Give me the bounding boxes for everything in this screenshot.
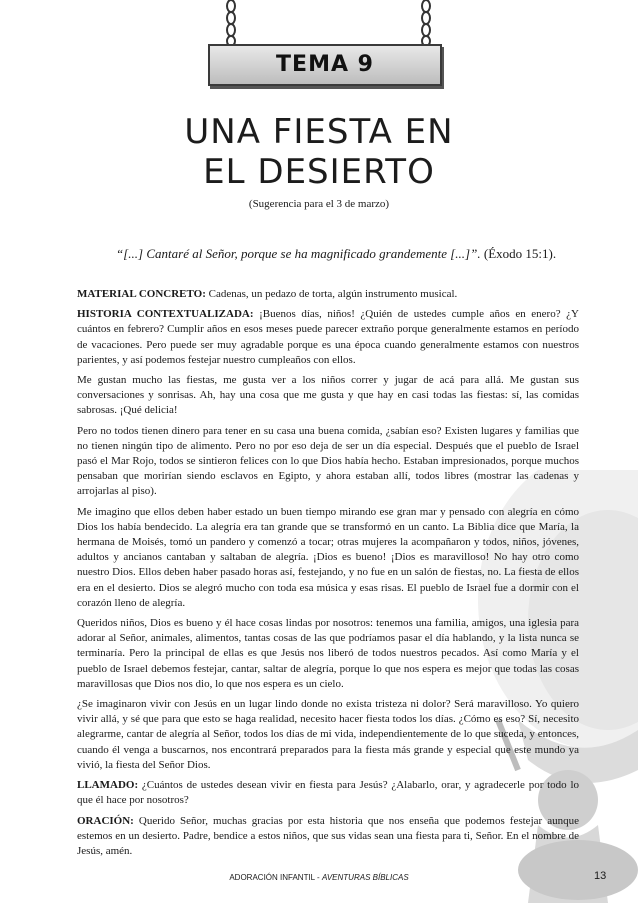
- left-chain-icon: [225, 0, 237, 46]
- paragraph-text: Querido Señor, muchas gracias por esta historia que nos enseña que podemos festejar aunque estemos en un desierto. Padre, bendice a estos niños, que sus vidas sean una fiesta para ti, Señor. En el nombre de Jesús, amén.: [77, 814, 579, 857]
- paragraph-text: Me imagino que ellos deben haber estado un buen tiempo mirando ese gran mar y pensado con alegría en cómo Dios los había bendecido. La alegría era tan grande que se transformó en un canto. La Biblia dice que María, la hermana de Moisés, tomó un pandero y comenzó a tocar; otras mujeres la acompañaron y todos, niños, jóvenes, adultos y ancianos cantaban y saltaban de alegría. ¡Dios es bueno! ¡Dios es maravilloso! No hay otro como nuestro Dios. Ellos deben haber pasado horas así, festejando, y no fue en un salón de fiestas, no. La fiesta de ellos era en el desierto. Dios se alegró mucho con toda esa música y esas risas. El pueblo de Israel fue a dormir con el corazón lleno de alegría.: [77, 505, 579, 609]
- paragraph: [77, 424, 579, 500]
- footer-publication: ADORACIÓN INFANTIL -: [229, 873, 322, 882]
- paragraph-text: Pero no todos tienen dinero para tener en su casa una buena comida, ¿sabían eso? Existen lugares y familias que no tienen ningún tipo de alimento. Pero no por eso deja de ser un día especial. Después que el pueblo de Israel pasó el Mar Rojo, todos se sintieron felices con lo que Dios había hecho. Estaban impresionados, porque muchos pensaban que morirían siendo esclavos en Egipto, y ahora estaban allí, todos libres (mostrar las cadenas y arrojarlas al piso).: [77, 424, 579, 498]
- paragraph-text: Cadenas, un pedazo de torta, algún instrumento musical.: [205, 288, 458, 300]
- lesson-content: [77, 287, 579, 864]
- page-subtitle: (Sugerencia para el 3 de marzo): [248, 198, 390, 210]
- right-chain-icon: [420, 0, 432, 46]
- bible-quote: [116, 246, 556, 262]
- paragraph-label: LLAMADO:: [77, 779, 139, 792]
- tema-sign: [208, 44, 442, 86]
- paragraph-historia: [77, 307, 579, 368]
- paragraph: [77, 616, 579, 692]
- paragraph-material: [77, 287, 579, 302]
- quote-reference: (Éxodo 15:1).: [480, 246, 557, 261]
- paragraph-text: ¡Buenos días, niños! ¿Quién de ustedes cumple años en enero? ¿Y cuántos en febrero? Cumplir años en esos meses puede parecer extraño porque generalmente estamos en período de vacaciones. Pero puede ser muy agradable porque es una época cuando generalmente estamos con nuestros parientes, y así podemos festejar nuestro cumpleaños con ellos.: [77, 308, 579, 366]
- paragraph-text: ¿Cuántos de ustedes desean vivir en fiesta para Jesús? ¿Alabarlo, orar, y agradecerle por todo lo que él hace por nosotros?: [77, 779, 579, 807]
- paragraph-label: MATERIAL CONCRETO:: [77, 288, 206, 300]
- page-number: 13: [594, 870, 607, 882]
- page-title-line2: EL DESIERTO: [203, 152, 435, 192]
- paragraph-text: ¿Se imaginaron vivir con Jesús en un lugar lindo donde no exista tristeza ni dolor? Será maravilloso. Yo quiero vivir allá, y sé que para que esto se haga realidad, necesito hacer fiesta todos los días. ¿Cómo es eso? Sí, necesito alegrarme, cantar de alegría al Señor, todos los días de mi vida, independientemente de lo que suceda, y entonces, cuando él venga a buscarnos, nos encontrará preparados para la fiesta más grande y especial que este mundo ya vivió, la fiesta del Señor Dios.: [77, 698, 579, 771]
- footer-series: AVENTURAS BÍBLICAS: [321, 873, 409, 882]
- paragraph-label: ORACIÓN:: [77, 814, 134, 827]
- paragraph-oracion: [77, 814, 579, 860]
- paragraph: [77, 697, 579, 773]
- paragraph: [77, 505, 579, 611]
- page-footer: [0, 873, 638, 882]
- page-title-line1: UNA FIESTA EN: [184, 112, 454, 152]
- paragraph-llamado: [77, 778, 579, 808]
- tema-label: TEMA 9: [276, 52, 374, 77]
- paragraph-label: HISTORIA CONTEXTUALIZADA:: [77, 308, 254, 321]
- paragraph: [77, 373, 579, 419]
- paragraph-text: Queridos niños, Dios es bueno y él hace cosas lindas por nosotros: tenemos una familia, amigos, una iglesia para adorar al Señor, animales, alimentos, tantas cosas de las que podríamos pasar el día hablando, y la lista nunca se terminaría. Pero la principal de ellas es que Jesús nos liberó de todos nuestros pecados. Así como María y el pueblo de Israel debemos festejar, cantar, saltar de alegría, porque lo que nos espera es mejor que todas las cosas maravillosas que Dios nos dio, lo que nos espera es un cielo.: [77, 617, 579, 690]
- paragraph-text: Me gustan mucho las fiestas, me gusta ver a los niños correr y jugar de acá para allá. Me gustan sus conversaciones y sonrisas. Ah, hay una cosa que me gusta y que hay en casi todas las fiestas: sí, las comidas sabrosas. ¡Qué delicia!: [77, 374, 579, 417]
- quote-text: “[...] Cantaré al Señor, porque se ha magnificado grandemente [...]”.: [116, 246, 481, 261]
